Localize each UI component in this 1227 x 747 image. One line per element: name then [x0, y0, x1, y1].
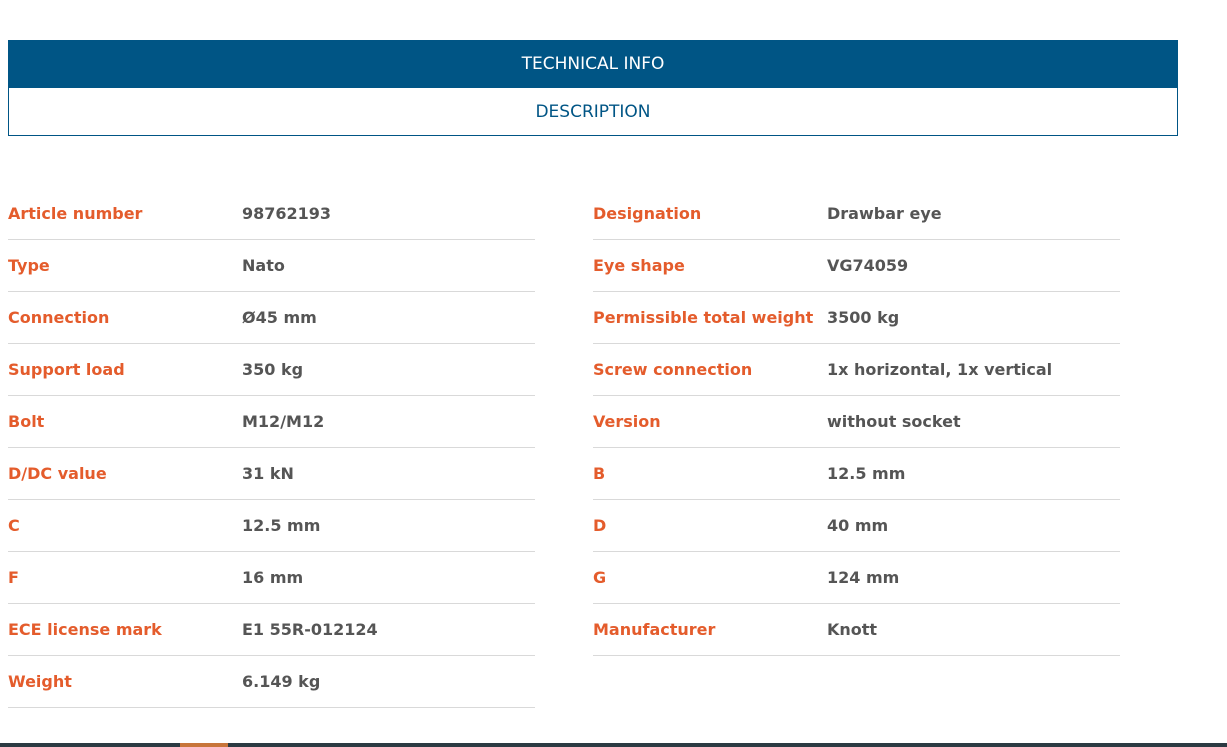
- spec-row-ece-license-mark: [8, 604, 535, 656]
- spec-value: 3500 kg: [827, 308, 900, 327]
- footer-accent: [180, 743, 228, 747]
- spec-row-bolt: [8, 396, 535, 448]
- spec-label: Manufacturer: [593, 620, 716, 639]
- spec-value: 124 mm: [827, 568, 900, 587]
- spec-value: M12/M12: [242, 412, 325, 431]
- spec-value: 350 kg: [242, 360, 304, 379]
- spec-value: Knott: [827, 620, 878, 639]
- spec-label: Support load: [8, 360, 125, 379]
- spec-row-f: [8, 552, 535, 604]
- spec-label: Designation: [593, 204, 702, 223]
- spec-label: F: [8, 568, 19, 587]
- spec-value: 31 kN: [242, 464, 294, 483]
- spec-value: 16 mm: [242, 568, 304, 587]
- spec-row-c: [8, 500, 535, 552]
- tab-bar: [8, 40, 1178, 136]
- spec-row-g: [593, 552, 1120, 604]
- spec-row-version: [593, 396, 1120, 448]
- tab-description[interactable]: DESCRIPTION: [8, 88, 1178, 136]
- spec-value: 40 mm: [827, 516, 889, 535]
- spec-row-type: [8, 240, 535, 292]
- spec-value: E1 55R-012124: [242, 620, 378, 639]
- spec-label: Article number: [8, 204, 143, 223]
- spec-row-eye-shape: [593, 240, 1120, 292]
- spec-row-article-number: [8, 188, 535, 240]
- spec-value: without socket: [827, 412, 961, 431]
- spec-label: Version: [593, 412, 661, 431]
- spec-label: ECE license mark: [8, 620, 162, 639]
- spec-value: 1x horizontal, 1x vertical: [827, 360, 1053, 379]
- spec-row-support-load: [8, 344, 535, 396]
- spec-label: Weight: [8, 672, 72, 691]
- spec-label: D/DC value: [8, 464, 107, 483]
- spec-value: 12.5 mm: [242, 516, 321, 535]
- spec-label: D: [593, 516, 607, 535]
- spec-row-permissible-total-weight: [593, 292, 1120, 344]
- spec-label: Type: [8, 256, 50, 275]
- spec-value: 12.5 mm: [827, 464, 906, 483]
- spec-value: 98762193: [242, 204, 332, 223]
- spec-value: VG74059: [827, 256, 909, 275]
- spec-row-d-dc-value: [8, 448, 535, 500]
- spec-value: 6.149 kg: [242, 672, 321, 691]
- spec-table-left: [8, 188, 535, 708]
- spec-label: Permissible total weight: [593, 308, 814, 327]
- spec-value: Drawbar eye: [827, 204, 942, 223]
- spec-row-screw-connection: [593, 344, 1120, 396]
- spec-label: Eye shape: [593, 256, 685, 275]
- spec-value: Nato: [242, 256, 285, 275]
- spec-row-manufacturer: [593, 604, 1120, 656]
- spec-label: G: [593, 568, 607, 587]
- spec-label: B: [593, 464, 606, 483]
- spec-row-connection: [8, 292, 535, 344]
- spec-label: Connection: [8, 308, 110, 327]
- spec-row-b: [593, 448, 1120, 500]
- spec-row-d: [593, 500, 1120, 552]
- tab-technical-info[interactable]: TECHNICAL INFO: [8, 40, 1178, 88]
- spec-table-right: [593, 188, 1120, 656]
- spec-label: C: [8, 516, 20, 535]
- spec-row-weight: [8, 656, 535, 708]
- spec-label: Screw connection: [593, 360, 753, 379]
- spec-value: Ø45 mm: [242, 308, 317, 327]
- spec-label: Bolt: [8, 412, 45, 431]
- spec-row-designation: [593, 188, 1120, 240]
